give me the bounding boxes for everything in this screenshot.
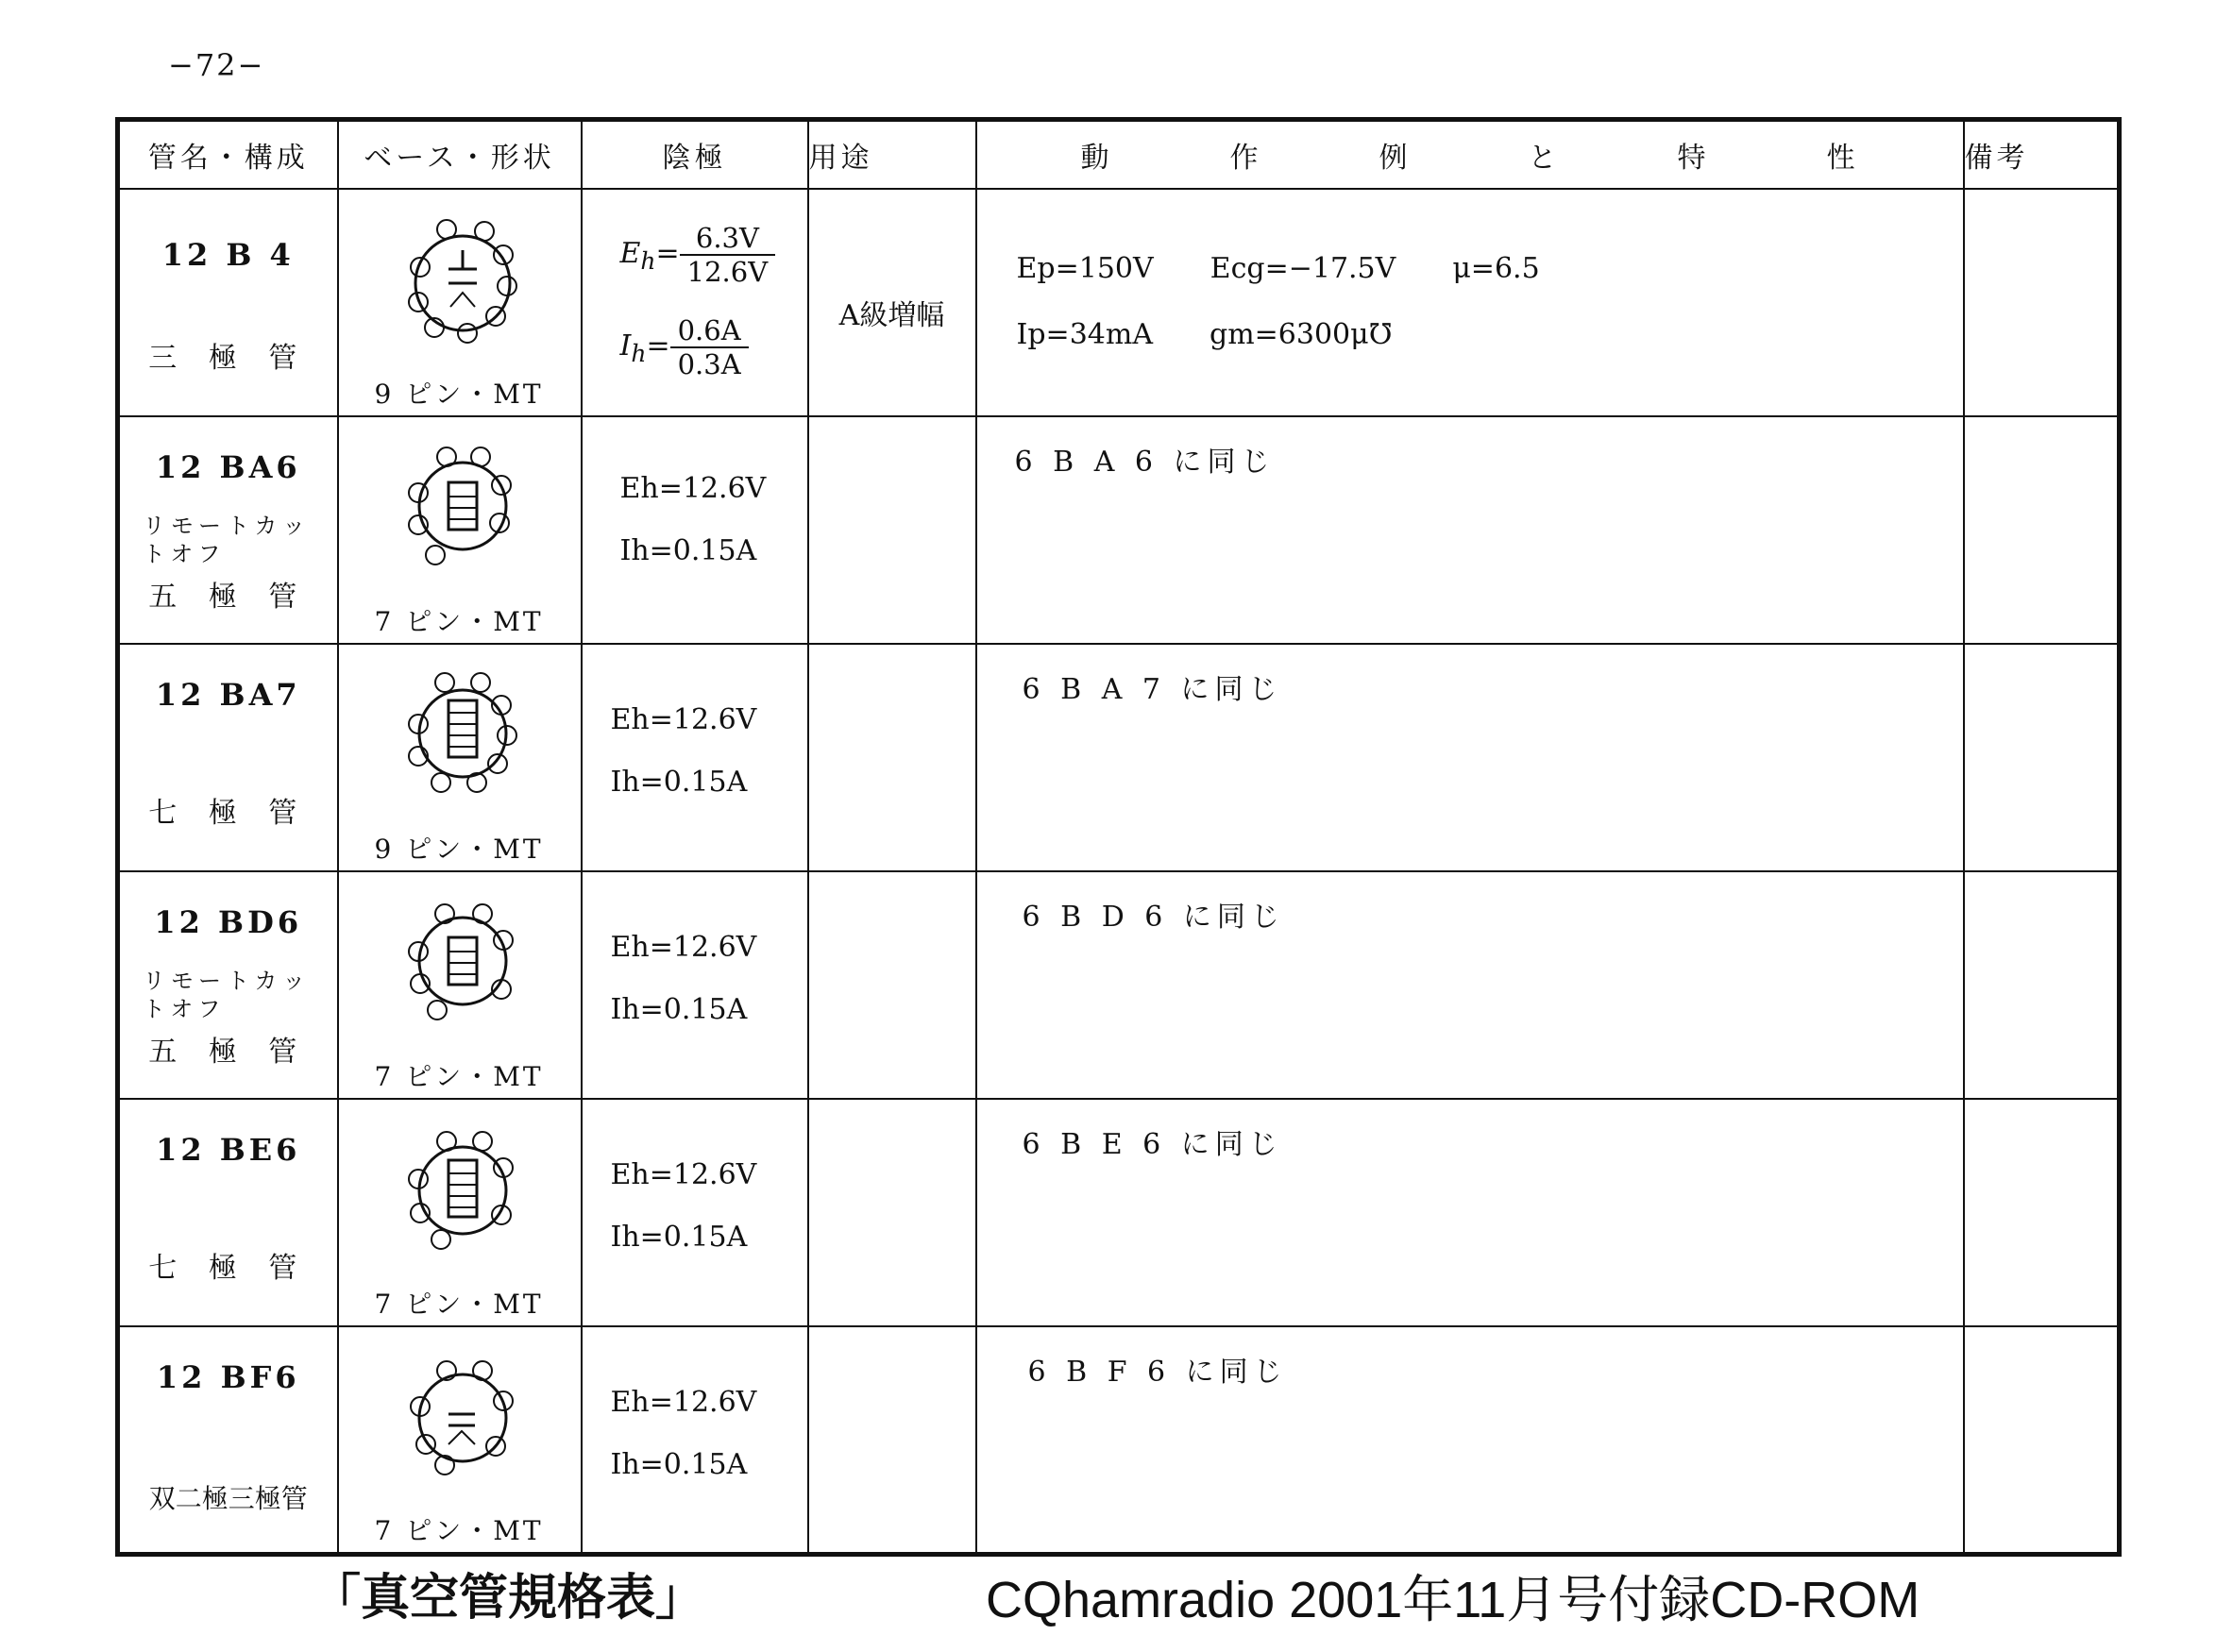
- header-cathode: 陰極: [582, 120, 808, 190]
- heater-current: Ih=0.15A: [610, 993, 748, 1026]
- heater-current: Ih=0.15A: [619, 534, 757, 567]
- heater-current: Ih=0.15A: [610, 766, 748, 799]
- heater-voltage: Eh=12.6V: [610, 1386, 757, 1419]
- use-cell: [808, 1099, 976, 1326]
- name-cell: [118, 644, 338, 871]
- cathode-cell: [582, 1326, 808, 1554]
- table-row: [118, 644, 2120, 871]
- char-ecg: Ecg=−17.5V: [1210, 252, 1396, 285]
- use-cell: [808, 416, 976, 644]
- characteristics-cell: [976, 871, 1964, 1099]
- header-row: [118, 120, 2120, 190]
- tube-type: 五 極 管: [148, 581, 309, 614]
- base-pin-diagram-icon: [382, 885, 543, 1046]
- heater-voltage: Eh=12.6V: [610, 703, 757, 736]
- header-name: 管名・構成: [118, 120, 338, 190]
- tube-subtype: リモートカットオフ: [143, 968, 312, 1022]
- char-line-1: [1017, 252, 1540, 285]
- table-row: [118, 1099, 2120, 1326]
- notes-cell: [1964, 871, 2120, 1099]
- base-pin-diagram-icon: [382, 430, 543, 591]
- notes-cell: [1964, 416, 2120, 644]
- base-cell: [338, 189, 582, 416]
- header-char-word: と: [1528, 142, 1561, 175]
- use-text: A級増幅: [838, 299, 945, 332]
- heater-voltage: Eh=12.6V: [610, 1158, 757, 1191]
- table-row: [118, 871, 2120, 1099]
- name-cell: [118, 1326, 338, 1554]
- use-cell: [808, 871, 976, 1099]
- notes-cell: [1964, 189, 2120, 416]
- heater-current: $I_h=$ $\frac{0.6A}{0.3A}$: [620, 314, 749, 380]
- header-base: ベース・形状: [338, 120, 582, 190]
- use-cell: [808, 644, 976, 871]
- page-number: −72−: [168, 47, 265, 83]
- same-as-text: 6 B F 6 に同じ: [1027, 1356, 1288, 1389]
- tube-code: 12 B 4: [161, 237, 295, 273]
- tube-type: 七 極 管: [148, 1252, 309, 1285]
- base-label: 7 ピン・MT: [374, 606, 544, 637]
- heater-current: Ih=0.15A: [610, 1221, 748, 1254]
- cathode-cell: [582, 644, 808, 871]
- tube-type: 双二極三極管: [148, 1482, 308, 1514]
- base-cell: [338, 871, 582, 1099]
- name-cell: [118, 1099, 338, 1326]
- base-label: 7 ピン・MT: [374, 1289, 544, 1320]
- char-ep: Ep=150V: [1016, 252, 1154, 285]
- tube-code: 12 BA6: [155, 449, 301, 485]
- characteristics-cell: [976, 416, 1964, 644]
- characteristics-cell: [976, 644, 1964, 871]
- heater-voltage: Eh=12.6V: [619, 472, 767, 505]
- base-label: 7 ピン・MT: [374, 1061, 544, 1092]
- heater-current: Ih=0.15A: [610, 1448, 748, 1481]
- name-cell: [118, 189, 338, 416]
- notes-cell: [1964, 644, 2120, 871]
- cathode-cell: [582, 189, 808, 416]
- eh-numerator: 6.3V: [680, 222, 776, 256]
- notes-cell: [1964, 1099, 2120, 1326]
- base-pin-diagram-icon: [382, 1340, 543, 1501]
- use-cell: [808, 189, 976, 416]
- same-as-text: 6 B D 6 に同じ: [1022, 901, 1285, 934]
- ih-denominator: 0.3A: [677, 348, 741, 380]
- base-cell: [338, 644, 582, 871]
- header-characteristics: [976, 120, 1964, 190]
- char-line-2: [1017, 318, 1393, 351]
- footer-source: CQhamradio 2001年11月号付録CD-ROM: [986, 1572, 1920, 1628]
- header-char-word: 動: [1080, 142, 1113, 175]
- base-cell: [338, 416, 582, 644]
- tube-spec-table: [115, 117, 2122, 1557]
- header-char-word: 作: [1229, 142, 1262, 175]
- tube-code: 12 BF6: [156, 1359, 300, 1395]
- characteristics-cell: [976, 1326, 1964, 1554]
- footer-title: 「真空管規格表」: [312, 1570, 705, 1627]
- base-pin-diagram-icon: [382, 1113, 543, 1273]
- base-cell: [338, 1099, 582, 1326]
- notes-cell: [1964, 1326, 2120, 1554]
- char-mu: μ=6.5: [1452, 252, 1540, 285]
- characteristics-cell: [976, 1099, 1964, 1326]
- table-row: [118, 1326, 2120, 1554]
- tube-code: 12 BD6: [154, 904, 303, 940]
- base-pin-diagram-icon: [382, 203, 543, 363]
- char-gm: gm=6300μ℧: [1209, 318, 1393, 351]
- base-label: 7 ピン・MT: [374, 1514, 544, 1546]
- cathode-cell: [582, 1099, 808, 1326]
- header-char-word: 例: [1379, 142, 1412, 175]
- tube-subtype: リモートカットオフ: [143, 513, 312, 567]
- characteristics-cell: [976, 189, 1964, 416]
- same-as-text: 6 B A 7 に同じ: [1022, 673, 1283, 706]
- tube-type: 七 極 管: [148, 797, 309, 830]
- name-cell: [118, 871, 338, 1099]
- eh-denominator: 12.6V: [686, 256, 769, 288]
- tube-code: 12 BE6: [156, 1132, 301, 1168]
- name-cell: [118, 416, 338, 644]
- tube-type: 五 極 管: [148, 1036, 309, 1069]
- char-ip: Ip=34mA: [1016, 318, 1153, 351]
- base-label: 9 ピン・MT: [374, 834, 544, 865]
- tube-type: 三 極 管: [148, 342, 309, 375]
- tube-code: 12 BA7: [155, 677, 301, 713]
- heater-voltage: $E_h=$ $\frac{6.3V}{12.6V}$: [620, 222, 776, 288]
- header-notes: 備考: [1964, 120, 2120, 190]
- table-row: [118, 416, 2120, 644]
- ih-numerator: 0.6A: [670, 314, 749, 348]
- use-cell: [808, 1326, 976, 1554]
- same-as-text: 6 B A 6 に同じ: [1014, 446, 1276, 479]
- cathode-cell: [582, 871, 808, 1099]
- base-pin-diagram-icon: [382, 658, 543, 818]
- header-char-word: 性: [1826, 142, 1859, 175]
- base-label: 9 ピン・MT: [374, 379, 544, 410]
- heater-voltage: Eh=12.6V: [610, 931, 757, 964]
- base-cell: [338, 1326, 582, 1554]
- cathode-cell: [582, 416, 808, 644]
- header-use: 用途: [808, 120, 976, 190]
- same-as-text: 6 B E 6 に同じ: [1022, 1128, 1283, 1161]
- table-row: [118, 189, 2120, 416]
- header-char-word: 特: [1677, 142, 1710, 175]
